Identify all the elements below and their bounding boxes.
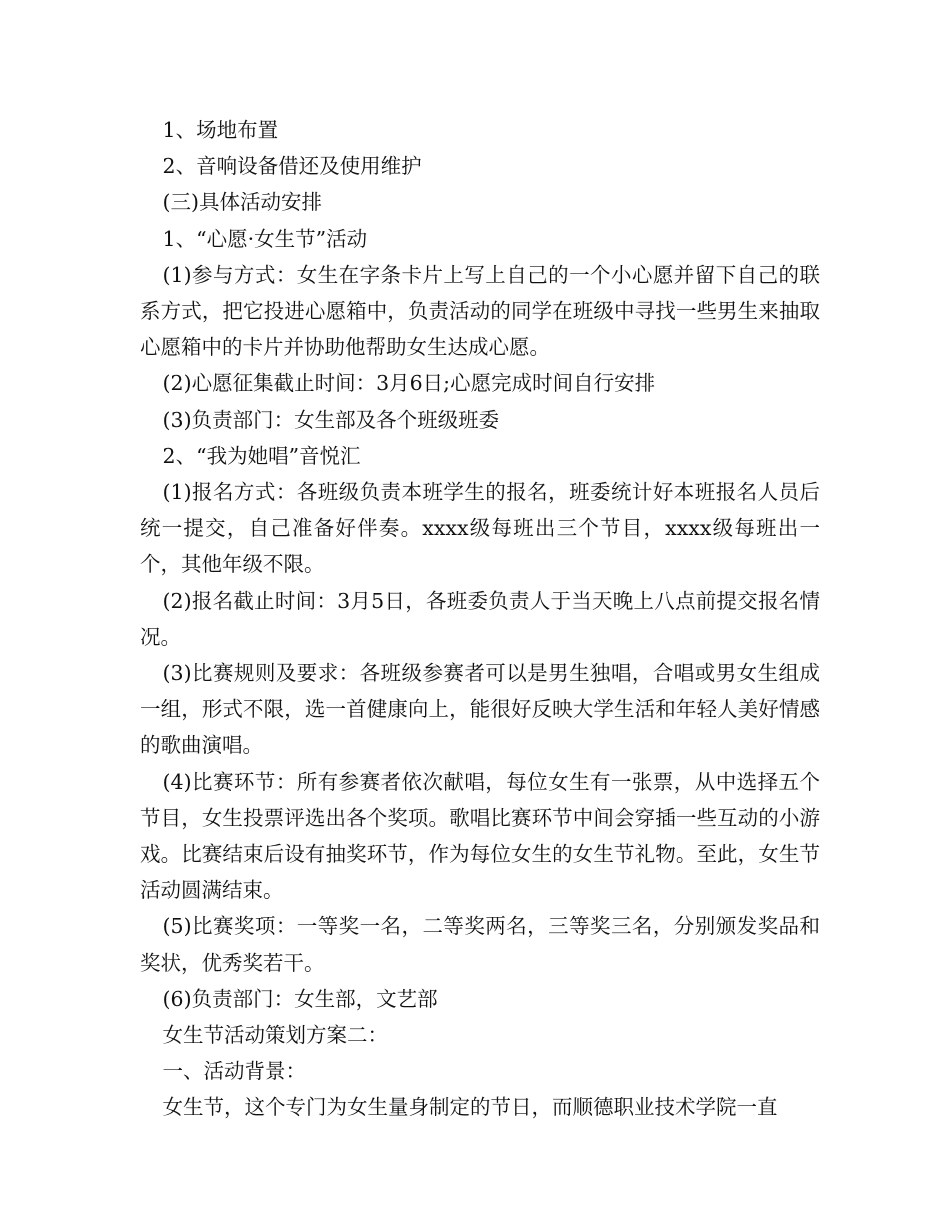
singing-registration-method: (1)报名方式：各班级负责本班学生的报名，班委统计好本班报名人员后统一提交，自己准备好伴奏。xxxx级每班出三个节目，xxxx级每班出一个，其他年级不限。 bbox=[140, 480, 820, 577]
wish-deadline: (2)心愿征集截止时间：3月6日;心愿完成时间自行安排 bbox=[162, 371, 656, 396]
activity-heading-singing: 2、“我为她唱”音悦汇 bbox=[162, 443, 361, 468]
section-heading-activity-arrangement: (三)具体活动安排 bbox=[162, 190, 323, 215]
singing-responsible-dept: (6)负责部门：女生部，文艺部 bbox=[162, 986, 438, 1011]
singing-registration-deadline: (2)报名截止时间：3月5日，各班委负责人于当天晚上八点前提交报名情况。 bbox=[140, 588, 820, 649]
singing-rules: (3)比赛规则及要求：各班级参赛者可以是男生独唱，合唱或男女生组成一组，形式不限，选一首健康向上，能很好反映大学生活和年轻人美好情感的歌曲演唱。 bbox=[140, 661, 820, 758]
singing-awards: (5)比赛奖项：一等奖一名，二等奖两名，三等奖三名，分别颁发奖品和奖状，优秀奖若干。 bbox=[140, 914, 820, 975]
plan-two-title: 女生节活动策划方案二： bbox=[162, 1023, 389, 1048]
wish-participation-method: (1)参与方式：女生在字条卡片上写上自己的一个小心愿并留下自己的联系方式，把它投进心愿箱中，负责活动的同学在班级中寻找一些男生来抽取心愿箱中的卡片并协助他帮助女生达成心愿。 bbox=[140, 262, 820, 360]
item-venue-setup: 1、场地布置 bbox=[162, 118, 279, 142]
document-body bbox=[140, 112, 820, 1126]
activity-heading-wish: 1、“心愿·女生节”活动 bbox=[162, 226, 368, 251]
background-text: 女生节，这个专门为女生量身制定的节日，而顺德职业技术学院一直 bbox=[162, 1095, 778, 1120]
background-heading: 一、活动背景： bbox=[162, 1059, 307, 1084]
singing-contest-stages: (4)比赛环节：所有参赛者依次献唱，每位女生有一张票，从中选择五个节目，女生投票评选出各个奖项。歌唱比赛环节中间会穿插一些互动的小游戏。比赛结束后设有抽奖环节，作为每位女生的女生节礼物。至此，女生节活动圆满结束。 bbox=[140, 769, 820, 903]
item-audio-equipment: 2、音响设备借还及使用维护 bbox=[162, 154, 422, 179]
wish-responsible-dept: (3)负责部门：女生部及各个班级班委 bbox=[162, 407, 500, 432]
